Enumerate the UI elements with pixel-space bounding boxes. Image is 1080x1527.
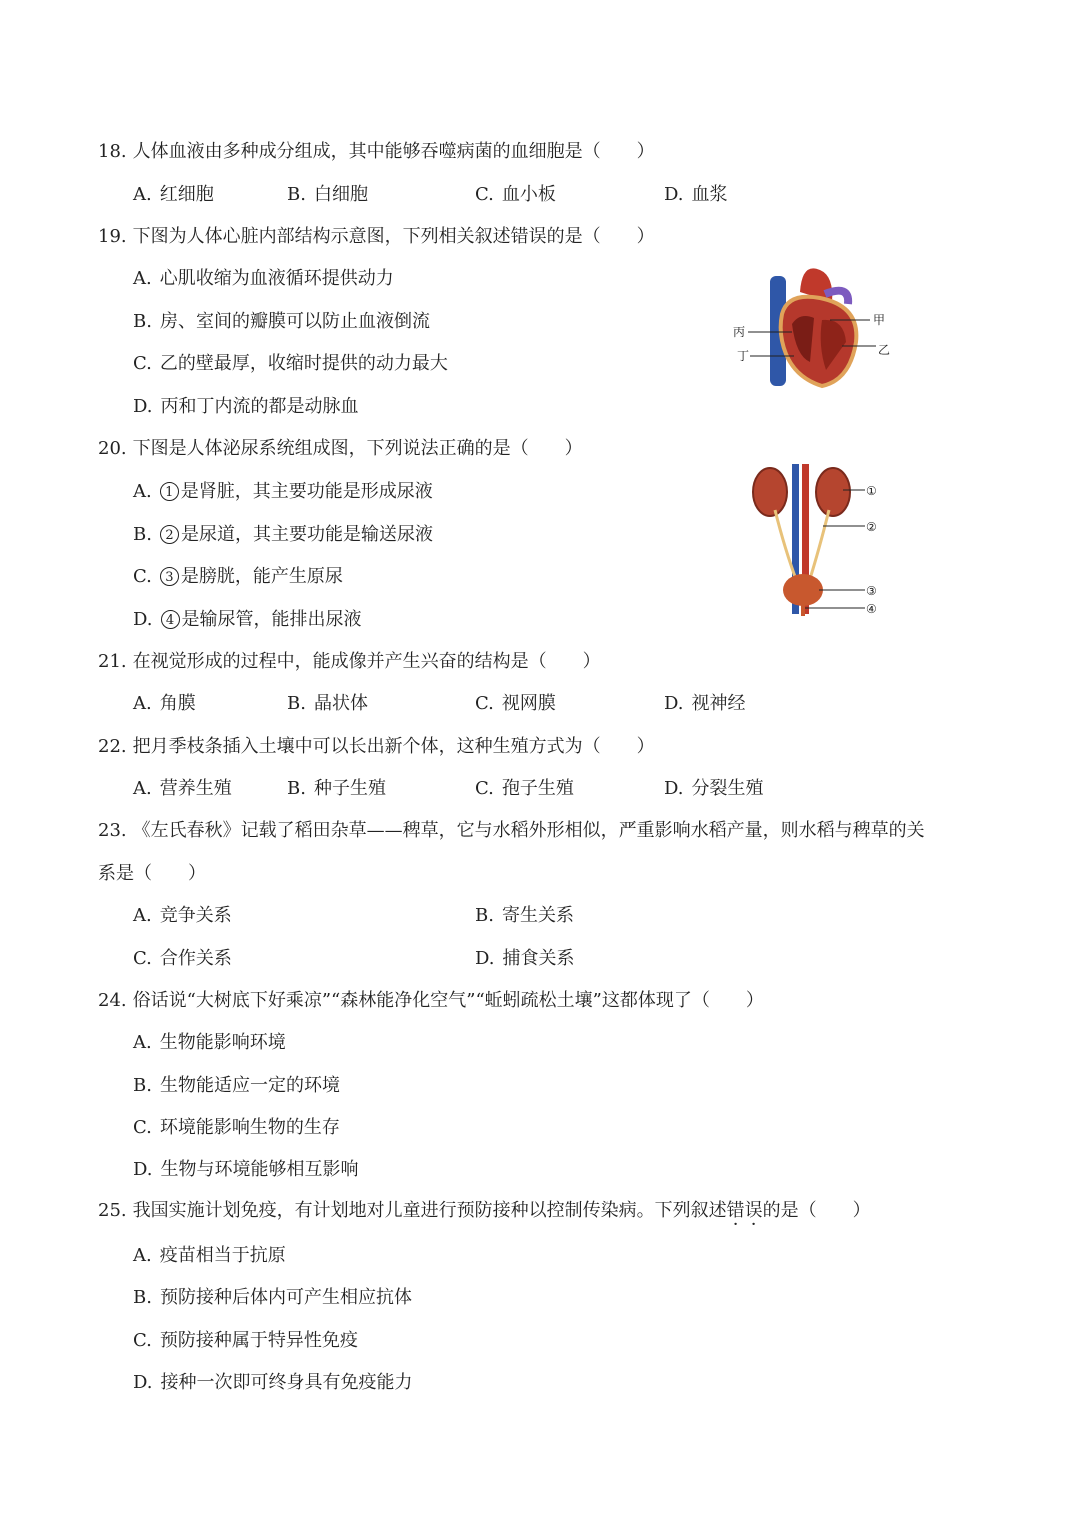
option-letter: A. (133, 693, 152, 714)
option-text: 心肌收缩为血液循环提供动力 (159, 268, 394, 289)
option-letter: A. (133, 268, 152, 289)
question-text: 在视觉形成的过程中，能成像并产生兴奋的结构是（ ） (132, 651, 601, 672)
option-d[interactable] (133, 1158, 359, 1182)
option-text: 生物能影响环境 (159, 1032, 286, 1053)
option-a[interactable] (133, 777, 232, 801)
question-19-stem (98, 225, 655, 249)
option-d[interactable] (664, 692, 746, 716)
question-number: 25. (98, 1200, 127, 1221)
option-text: 疫苗相当于抗原 (159, 1245, 286, 1266)
option-c[interactable] (133, 352, 448, 376)
question-number: 21. (98, 651, 127, 672)
option-letter: C. (133, 948, 152, 969)
question-number: 19. (98, 226, 127, 247)
option-text: 孢子生殖 (501, 778, 574, 799)
option-letter: B. (133, 524, 152, 545)
label-1: ① (866, 484, 877, 498)
question-text: 下图为人体心脏内部结构示意图，下列相关叙述错误的是（ ） (132, 226, 655, 247)
right-kidney-icon (816, 468, 850, 516)
option-letter: B. (133, 1287, 152, 1308)
option-letter: D. (475, 948, 495, 969)
option-letter: D. (133, 609, 153, 630)
option-letter: C. (475, 184, 494, 205)
question-text: 《左氏春秋》记载了稻田杂草——稗草，它与水稻外形相似，严重影响水稻产量，则水稻与稗草的关 (132, 820, 925, 841)
option-text: 预防接种属于特异性免疫 (159, 1330, 358, 1351)
label-bing: 丙 (733, 325, 746, 339)
option-letter: A. (133, 1245, 152, 1266)
question-21-stem (98, 650, 601, 674)
question-text: 下图是人体泌尿系统组成图，下列说法正确的是（ ） (132, 438, 583, 459)
emphasis-char: 误 (744, 1200, 763, 1221)
option-c[interactable] (475, 777, 574, 801)
question-text: 把月季枝条插入土壤中可以长出新个体，这种生殖方式为（ ） (132, 736, 655, 757)
option-letter: B. (475, 905, 494, 926)
option-text: 预防接种后体内可产生相应抗体 (159, 1287, 412, 1308)
bladder-icon (783, 574, 823, 606)
option-b[interactable] (475, 904, 574, 928)
label-yi: 乙 (878, 343, 891, 357)
question-number: 24. (98, 990, 127, 1011)
option-d[interactable] (664, 777, 764, 801)
question-number: 20. (98, 438, 127, 459)
label-4: ④ (866, 602, 877, 616)
option-d[interactable] (133, 608, 362, 632)
option-text: 营养生殖 (159, 778, 232, 799)
urethra-icon (801, 604, 805, 616)
option-text: 视网膜 (501, 693, 556, 714)
option-a[interactable] (133, 692, 196, 716)
option-text: 血小板 (501, 184, 556, 205)
question-number: 23. (98, 820, 127, 841)
option-d[interactable] (133, 395, 359, 419)
question-text: 人体血液由多种成分组成，其中能够吞噬病菌的血细胞是（ ） (132, 141, 655, 162)
option-letter: B. (133, 311, 152, 332)
option-a[interactable] (133, 480, 433, 504)
option-text: 丙和丁内流的都是动脉血 (160, 396, 359, 417)
option-text: 乙的壁最厚，收缩时提供的动力最大 (159, 353, 448, 374)
option-letter: D. (664, 778, 684, 799)
question-23-stem-cont: 系是（ ） (98, 863, 206, 884)
option-letter: D. (133, 396, 153, 417)
option-letter: B. (287, 693, 306, 714)
option-text: 寄生关系 (501, 905, 574, 926)
option-text: 晶状体 (313, 693, 368, 714)
option-letter: C. (133, 1330, 152, 1351)
option-text: 血浆 (691, 184, 728, 205)
option-letter: A. (133, 778, 152, 799)
option-letter: A. (133, 481, 152, 502)
question-text: 我国实施计划免疫，有计划地对儿童进行预防接种以控制传染病。下列叙述 (132, 1200, 727, 1221)
option-text: 生物与环境能够相互影响 (160, 1159, 359, 1180)
question-24-stem (98, 989, 764, 1013)
option-letter: A. (133, 905, 152, 926)
option-text: 红细胞 (159, 184, 214, 205)
option-d[interactable] (664, 183, 728, 207)
label-3: ③ (866, 584, 877, 598)
option-c[interactable] (133, 947, 232, 971)
option-b[interactable] (133, 1286, 412, 1310)
option-letter: B. (133, 1075, 152, 1096)
option-text: 生物能适应一定的环境 (159, 1075, 340, 1096)
option-letter: B. (287, 778, 306, 799)
option-letter: A. (133, 184, 152, 205)
option-letter: B. (287, 184, 306, 205)
circled-number: 2 (160, 525, 179, 544)
option-c[interactable] (475, 183, 556, 207)
option-text: 白细胞 (313, 184, 368, 205)
question-18-stem (98, 140, 655, 164)
option-c[interactable] (133, 565, 343, 589)
circled-number: 1 (160, 482, 179, 501)
option-text: 合作关系 (159, 948, 232, 969)
option-text: 是输尿管，能排出尿液 (181, 609, 362, 630)
option-letter: A. (133, 1032, 152, 1053)
option-letter: D. (133, 1372, 153, 1393)
option-a[interactable] (133, 267, 394, 291)
option-b[interactable] (133, 523, 433, 547)
option-letter: D. (664, 693, 684, 714)
option-a[interactable] (133, 1244, 286, 1268)
left-kidney-icon (753, 468, 787, 516)
option-text: 房、室间的瓣膜可以防止血液倒流 (159, 311, 430, 332)
question-20-stem (98, 437, 583, 461)
option-text: 环境能影响生物的生存 (159, 1117, 340, 1138)
circled-number: 3 (160, 567, 179, 586)
question-number: 18. (98, 141, 127, 162)
circled-number: 4 (161, 610, 180, 629)
option-letter: C. (133, 353, 152, 374)
option-text: 是尿道，其主要功能是输送尿液 (180, 524, 433, 545)
option-letter: D. (133, 1159, 153, 1180)
option-b[interactable] (133, 1074, 340, 1098)
option-a[interactable] (133, 904, 232, 928)
option-b[interactable] (287, 183, 368, 207)
option-text: 种子生殖 (313, 778, 386, 799)
urinary-system-diagram (745, 460, 895, 620)
option-letter: C. (475, 778, 494, 799)
label-jia: 甲 (873, 313, 886, 327)
option-text: 是膀胱，能产生原尿 (180, 566, 343, 587)
option-b[interactable] (133, 310, 430, 334)
option-letter: D. (664, 184, 684, 205)
option-letter: C. (133, 566, 152, 587)
option-text: 捕食关系 (502, 948, 575, 969)
option-text: 是肾脏，其主要功能是形成尿液 (180, 481, 433, 502)
question-text-end: 的是（ ） (762, 1200, 871, 1221)
ureter-icon (809, 510, 829, 582)
option-text: 角膜 (159, 693, 196, 714)
emphasis-char: 错 (726, 1200, 745, 1221)
option-c[interactable] (475, 692, 556, 716)
question-22-stem (98, 735, 655, 759)
label-ding: 丁 (737, 349, 750, 363)
option-letter: C. (475, 693, 494, 714)
label-2: ② (866, 520, 877, 534)
question-text: 俗话说“大树底下好乘凉”“森林能净化空气”“蚯蚓疏松土壤”这都体现了（ ） (132, 990, 764, 1011)
option-text: 接种一次即可终身具有免疫能力 (160, 1372, 413, 1393)
option-text: 视神经 (691, 693, 746, 714)
option-b[interactable] (287, 692, 368, 716)
question-25-stem (98, 1199, 871, 1223)
option-c[interactable] (133, 1116, 340, 1140)
question-number: 22. (98, 736, 127, 757)
option-b[interactable] (287, 777, 386, 801)
option-a[interactable] (133, 183, 214, 207)
option-d[interactable] (475, 947, 575, 971)
option-text: 分裂生殖 (691, 778, 764, 799)
option-d[interactable] (133, 1371, 413, 1395)
option-letter: C. (133, 1117, 152, 1138)
option-a[interactable] (133, 1031, 286, 1055)
heart-diagram (730, 262, 900, 392)
question-23-stem (98, 819, 925, 843)
option-c[interactable] (133, 1329, 358, 1353)
option-text: 竞争关系 (159, 905, 232, 926)
